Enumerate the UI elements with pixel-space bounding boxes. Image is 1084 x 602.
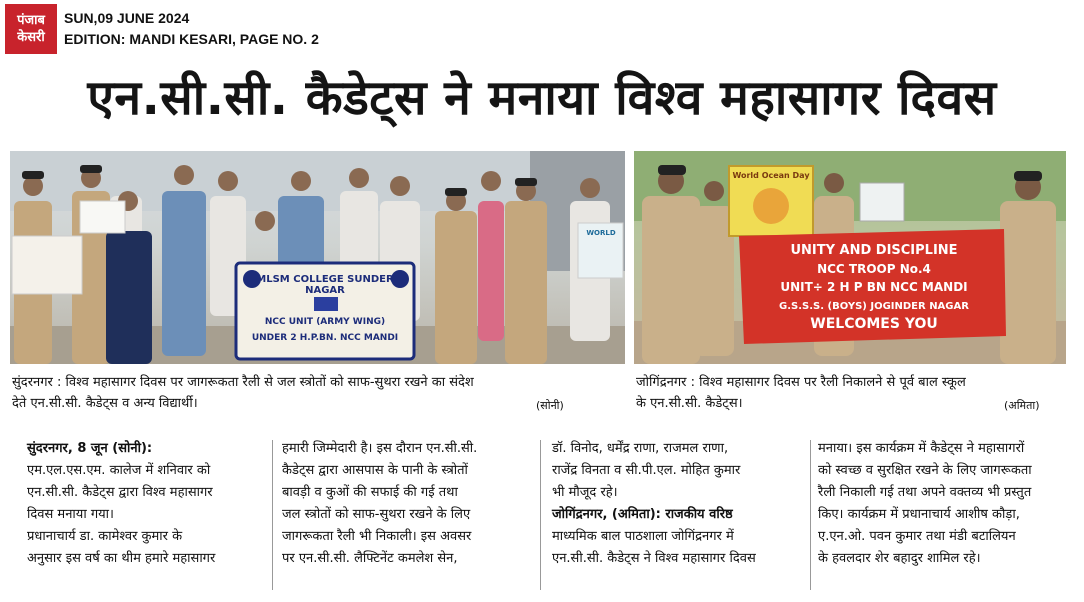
banner-battalion: UNDER 2 H.P.BN. NCC MANDI (251, 333, 399, 343)
dateline-jogindernagar: जोगिंद्रनगर, (अमिता): राजकीय वरिष्ठ (552, 507, 733, 522)
article-line: भी मौजूद रहे। (552, 485, 618, 500)
article-line: जागरूकता रैली भी निकाली। इस अवसर (282, 529, 472, 544)
caption-right-line-2: के एन.सी.सी. कैडेट्स। (636, 396, 743, 411)
article-column-2 (282, 438, 532, 570)
article-line: बावड़ी व कुओं की सफाई की गई तथा (282, 485, 458, 500)
poster-world: WORLD (586, 229, 616, 237)
caption-left-line-1: सुंदरनगर : विश्व महासागर दिवस पर जागरूकता रैली से जल स्त्रोतों को साफ-सुथरा रखने का संदेश (12, 375, 474, 390)
article-line: प्रधानाचार्य डा. कामेश्वर कुमार के (27, 529, 183, 544)
column-divider (810, 440, 811, 590)
logo-line-2: केसरी (17, 30, 45, 45)
article-line: को स्वच्छ व सुरक्षित रखने के लिए जागरूकता (818, 463, 1032, 478)
article-column-1 (27, 438, 267, 570)
logo-line-1: पंजाब (17, 13, 45, 28)
article-line: मनाया। इस कार्यक्रम में कैडेट्स ने महासागरों (818, 441, 1025, 456)
article-line: हमारी जिम्मेदारी है। इस दौरान एन.सी.सी. (282, 441, 478, 456)
dateline-sundernagar: सुंदरनगर, 8 जून (सोनी): (27, 441, 153, 456)
edition-name: EDITION: MANDI KESARI, PAGE NO. 2 (64, 31, 319, 47)
article-line: जल स्त्रोतों को साफ-सुथरा रखने के लिए (282, 507, 471, 522)
article-headline: एन.सी.सी. कैडेट्स ने मनाया विश्व महासागर दिवस (87, 70, 997, 126)
article-line: कैडेट्स द्वारा आसपास के पानी के स्त्रोतों (282, 463, 468, 478)
article-line: एन.सी.सी. कैडेट्स ने विश्व महासागर दिवस (552, 551, 756, 566)
banner-college-name: MLSM COLLEGE SUNDER NAGAR (256, 274, 394, 296)
banner-ncc-unit: NCC UNIT (ARMY WING) (264, 317, 386, 327)
article-line: किए। कार्यक्रम में प्रधानाचार्य आशीष कौड़ा, (818, 507, 1020, 522)
column-divider (272, 440, 273, 590)
edition-date: SUN,09 JUNE 2024 (64, 10, 190, 26)
article-line: राजेंद्र विनता व सी.पी.एल. मोहित कुमार (552, 463, 741, 478)
caption-left-line-2: देते एन.सी.सी. कैडेट्स व अन्य विद्यार्थी। (12, 396, 198, 411)
article-line: दिवस मनाया गया। (27, 507, 114, 522)
article-column-3 (552, 438, 802, 570)
article-line: के हवलदार शेर बहादुर शामिल रहे। (818, 551, 981, 566)
banner-school: G.S.S.S. (BOYS) JOGINDER NAGAR (779, 301, 969, 312)
caption-left-credit: (सोनी) (536, 399, 564, 412)
banner-unity-discipline: UNITY AND DISCIPLINE (790, 243, 958, 258)
poster-world-ocean-day: World Ocean Day (732, 171, 810, 180)
caption-left (12, 372, 627, 414)
article-line: एन.सी.सी. कैडेट्स द्वारा विश्व महासागर (27, 485, 213, 500)
banner-troop-number: NCC TROOP No.4 (817, 262, 931, 276)
caption-right-credit: (अमिता) (1004, 399, 1040, 412)
column-divider (540, 440, 541, 590)
photo-jogindernagar-rally (634, 151, 1066, 364)
photo-sundernagar-rally (10, 151, 625, 364)
article-line: पर एन.सी.सी. लैफ्टिनेंट कमलेश सेन, (282, 551, 458, 566)
article-line: ए.एन.ओ. पवन कुमार तथा मंडी बटालियन (818, 529, 1016, 544)
article-line: डॉ. विनोद, धर्मेंद्र राणा, राजमल राणा, (552, 441, 729, 456)
article-line: रैली निकाली गई तथा अपने वक्तव्य भी प्रस्तुत (818, 485, 1032, 500)
article-line: अनुसार इस वर्ष का थीम हमारे महासागर (27, 551, 216, 566)
edition-info (64, 8, 319, 50)
caption-right-line-1: जोगिंद्रनगर : विश्व महासागर दिवस पर रैली निकालने से पूर्व बाल स्कूल (636, 375, 966, 390)
newspaper-logo (5, 4, 57, 54)
article-line: एम.एल.एस.एम. कालेज में शनिवार को (27, 463, 211, 478)
banner-welcome: WELCOMES YOU (810, 316, 938, 332)
article-column-4 (818, 438, 1076, 570)
article-line: माध्यमिक बाल पाठशाला जोगिंद्रनगर में (552, 529, 734, 544)
banner-unit: UNIT÷ 2 H P BN NCC MANDI (780, 280, 968, 294)
